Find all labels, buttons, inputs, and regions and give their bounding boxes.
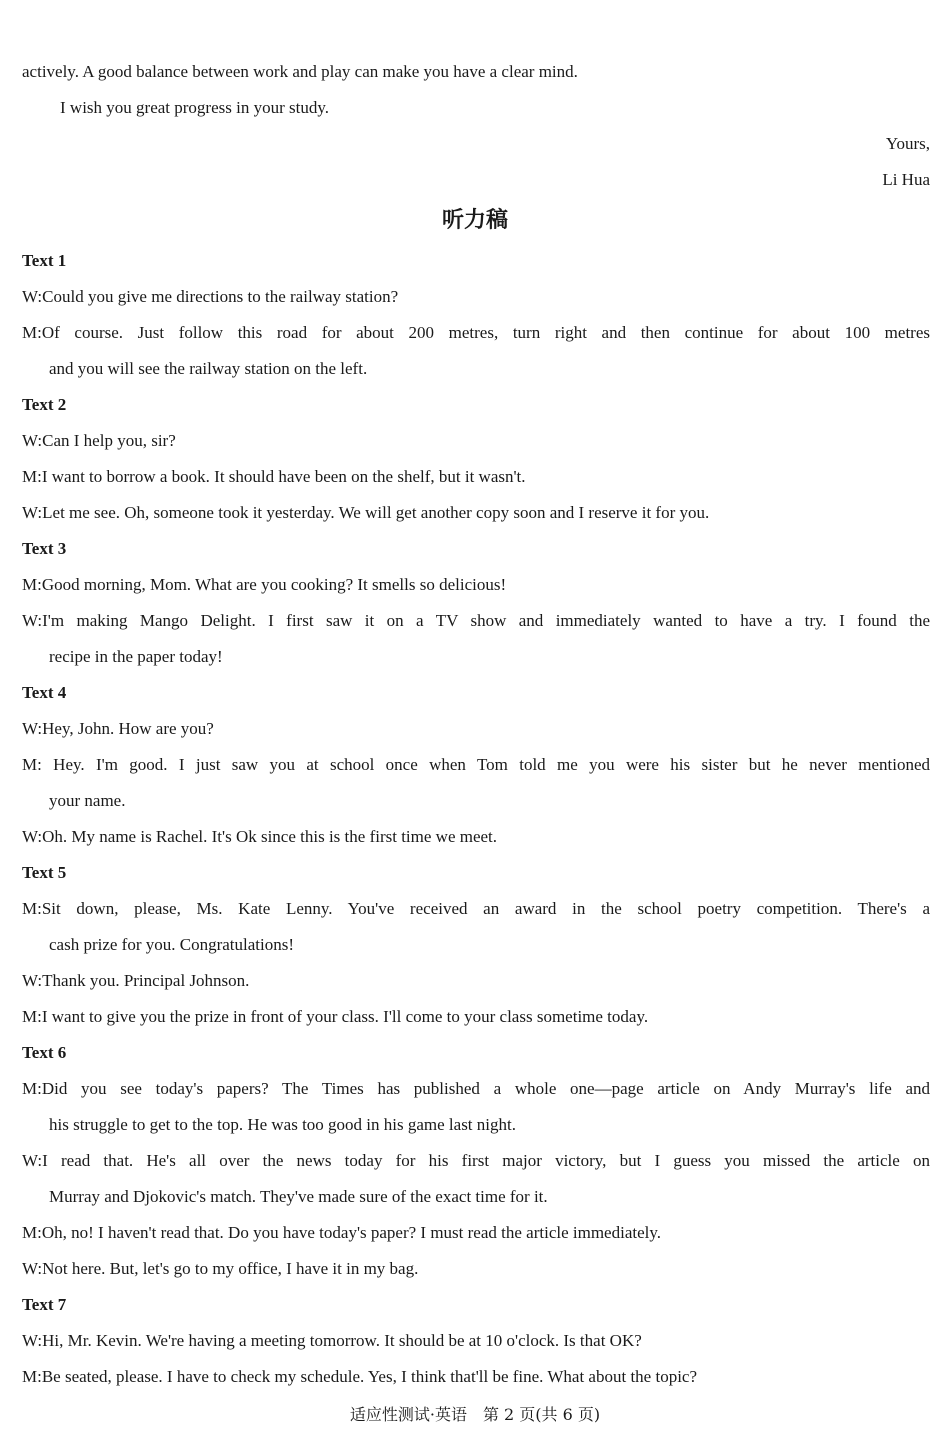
dialogue-line: W:I read that. He's all over the news today for his first major victory, but I guess you missed the article on	[22, 1151, 930, 1170]
letter-line-2: I wish you great progress in your study.	[60, 98, 329, 117]
letter-closing: Yours,	[885, 134, 930, 153]
dialogue-line: W:Could you give me directions to the railway station?	[22, 287, 399, 306]
dialogue-line: Murray and Djokovic's match. They've made sure of the exact time for it.	[49, 1187, 548, 1206]
section-title-text-7: Text 7	[22, 1295, 67, 1314]
dialogue-line: M:Sit down, please, Ms. Kate Lenny. You've received an award in the school poetry competition. There's a	[22, 899, 930, 918]
dialogue-line: cash prize for you. Congratulations!	[49, 935, 295, 954]
dialogue-line: W:Oh. My name is Rachel. It's Ok since this is the first time we meet.	[22, 827, 498, 846]
dialogue-line: M:Good morning, Mom. What are you cooking? It smells so delicious!	[22, 575, 507, 594]
dialogue-line: W:Thank you. Principal Johnson.	[22, 971, 250, 990]
dialogue-line: M:I want to borrow a book. It should have been on the shelf, but it wasn't.	[22, 467, 526, 486]
dialogue-line: W:Can I help you, sir?	[22, 431, 176, 450]
section-title-text-2: Text 2	[22, 395, 67, 414]
section-title-text-6: Text 6	[22, 1043, 67, 1062]
page-footer: 适应性测试·英语 第 2 页(共 6 页)	[349, 1405, 601, 1424]
dialogue-line: W:Not here. But, let's go to my office, I have it in my bag.	[22, 1259, 419, 1278]
dialogue-line: W:Hey, John. How are you?	[22, 719, 214, 738]
letter-line-1: actively. A good balance between work and play can make you have a clear mind.	[22, 62, 578, 81]
dialogue-line: your name.	[49, 791, 126, 810]
dialogue-line: M: Hey. I'm good. I just saw you at school once when Tom told me you were his sister but he never mentioned	[22, 755, 930, 774]
letter-signature: Li Hua	[882, 170, 930, 189]
dialogue-line: W:Hi, Mr. Kevin. We're having a meeting tomorrow. It should be at 10 o'clock. Is that OK?	[22, 1331, 642, 1350]
section-title-text-4: Text 4	[22, 683, 67, 702]
dialogue-line: M:I want to give you the prize in front of your class. I'll come to your class sometime today.	[22, 1007, 649, 1026]
dialogue-line: M:Be seated, please. I have to check my schedule. Yes, I think that'll be fine. What about the topic?	[22, 1367, 698, 1386]
dialogue-line: M:Oh, no! I haven't read that. Do you have today's paper? I must read the article immediately.	[22, 1223, 662, 1242]
dialogue-line: W:I'm making Mango Delight. I first saw it on a TV show and immediately wanted to have a try. I found the	[22, 611, 930, 630]
section-title-text-1: Text 1	[22, 251, 67, 270]
dialogue-line: and you will see the railway station on the left.	[49, 359, 368, 378]
page-heading: 听力稿	[441, 208, 508, 233]
dialogue-line: his struggle to get to the top. He was too good in his game last night.	[49, 1115, 516, 1134]
dialogue-line: recipe in the paper today!	[49, 647, 223, 666]
dialogue-line: W:Let me see. Oh, someone took it yesterday. We will get another copy soon and I reserve it for you.	[22, 503, 710, 522]
dialogue-line: M:Of course. Just follow this road for about 200 metres, turn right and then continue for about 100 metres	[22, 323, 930, 342]
dialogue-line: M:Did you see today's papers? The Times has published a whole one—page article on Andy Murray's life and	[22, 1079, 930, 1098]
section-title-text-3: Text 3	[22, 539, 67, 558]
section-title-text-5: Text 5	[22, 863, 67, 882]
